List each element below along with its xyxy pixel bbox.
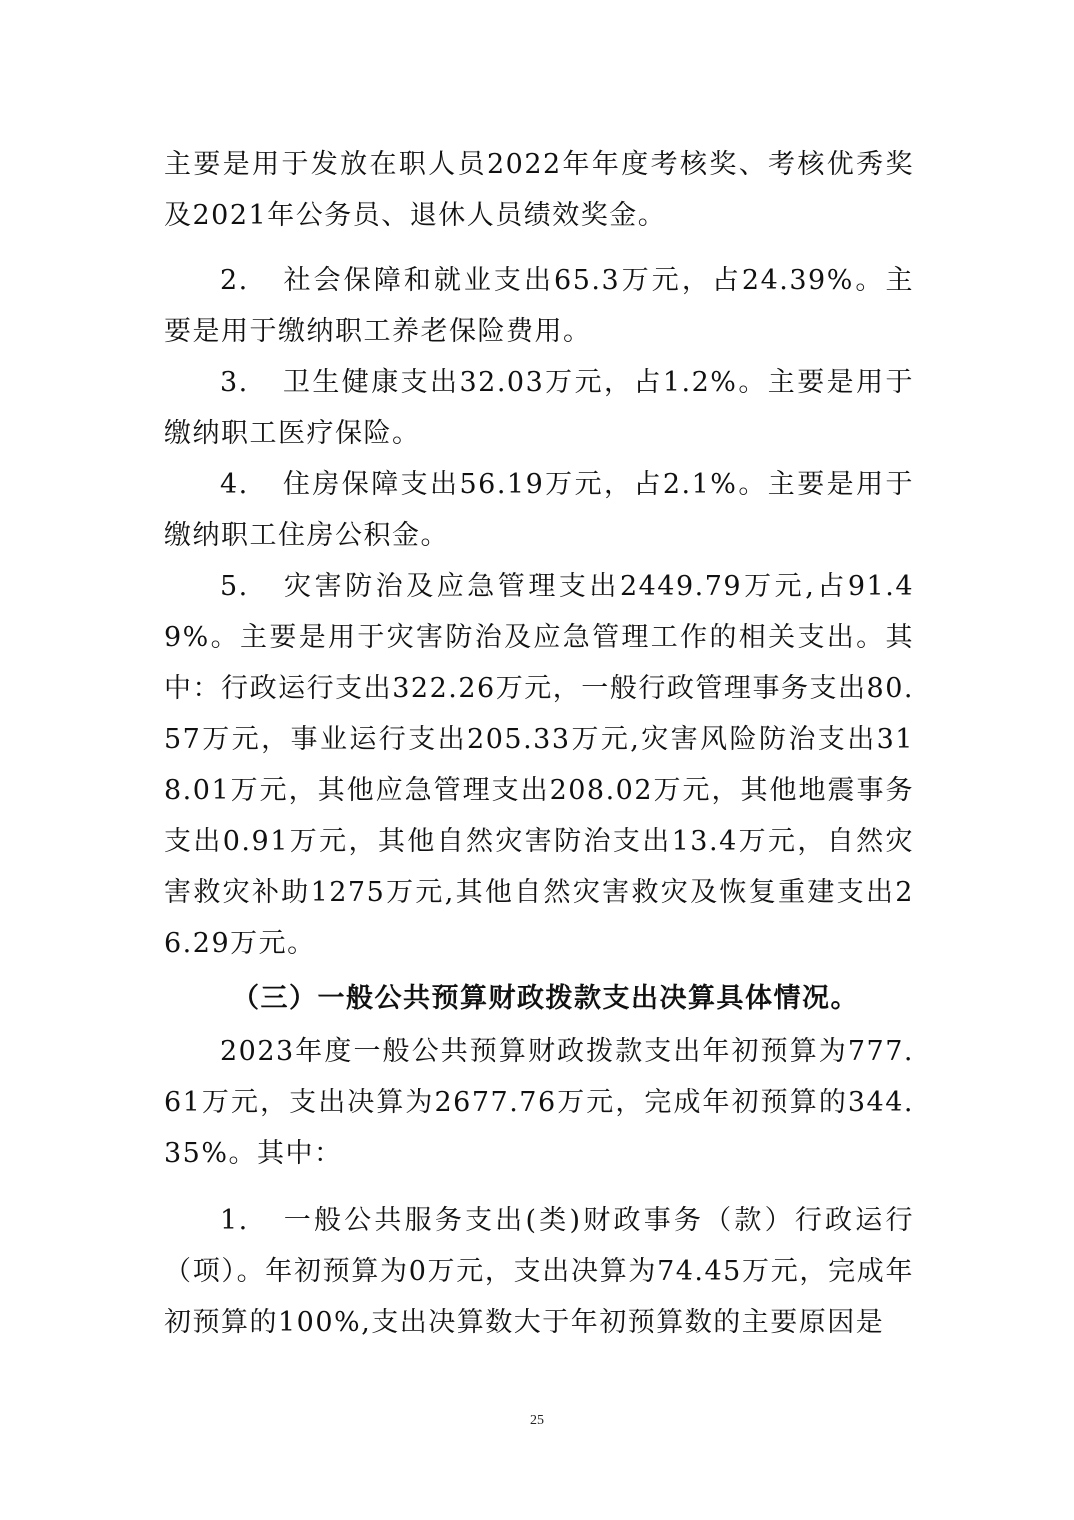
paragraph-text: 社会保障和就业支出65.3万元，占24.39%。主要是用于缴纳职工养老保险费用。 <box>164 265 914 347</box>
paragraph-text: 住房保障支出56.19万元，占2.1%。主要是用于缴纳职工住房公积金。 <box>164 469 914 551</box>
paragraph-text: 2023年度一般公共预算财政拨款支出年初预算为777.61万元，支出决算为2677.76万元，完成年初预算的344.35%。其中： <box>164 1036 914 1169</box>
item-number: 1. <box>220 1205 249 1236</box>
page-number: 25 <box>530 1413 544 1428</box>
section-heading: （三）一般公共预算财政拨款支出决算具体情况。 <box>232 983 859 1014</box>
paragraph-text: 一般公共服务支出(类)财政事务（款）行政运行（项）。年初预算为0万元，支出决算为74.45万元，完成年初预算的100%,支出决算数大于年初预算数的主要原因是 <box>164 1205 914 1338</box>
item-number: 5. <box>220 571 249 602</box>
paragraph-continuation <box>164 139 914 241</box>
paragraph-text: 卫生健康支出32.03万元，占1.2%。主要是用于缴纳职工医疗保险。 <box>164 367 914 449</box>
paragraph-health <box>164 357 914 459</box>
item-number: 3. <box>220 367 249 398</box>
paragraph-housing <box>164 459 914 561</box>
paragraph-disaster <box>164 561 914 969</box>
paragraph-text: 灾害防治及应急管理支出2449.79万元,占91.49%。主要是用于灾害防治及应急管理工作的相关支出。其中：行政运行支出322.26万元，一般行政管理事务支出80.57万元，事业运行支出205.33万元,灾害风险防治支出318.01万元，其他应急管理支出208.02万元，其他地震事务支出0.91万元，其他自然灾害防治支出13.4万元，自然灾害救灾补助1275万元,其他自然灾害救灾及恢复重建支出26.29万元。 <box>164 571 914 959</box>
paragraph-social-security <box>164 255 914 357</box>
paragraph-public-service <box>164 1195 914 1348</box>
paragraph-text: 主要是用于发放在职人员2022年年度考核奖、考核优秀奖及2021年公务员、退休人员绩效奖金。 <box>164 149 914 231</box>
item-number: 4. <box>220 469 249 500</box>
document-body <box>164 139 914 1348</box>
paragraph-budget-summary <box>164 1026 914 1179</box>
item-number: 2. <box>220 265 249 296</box>
